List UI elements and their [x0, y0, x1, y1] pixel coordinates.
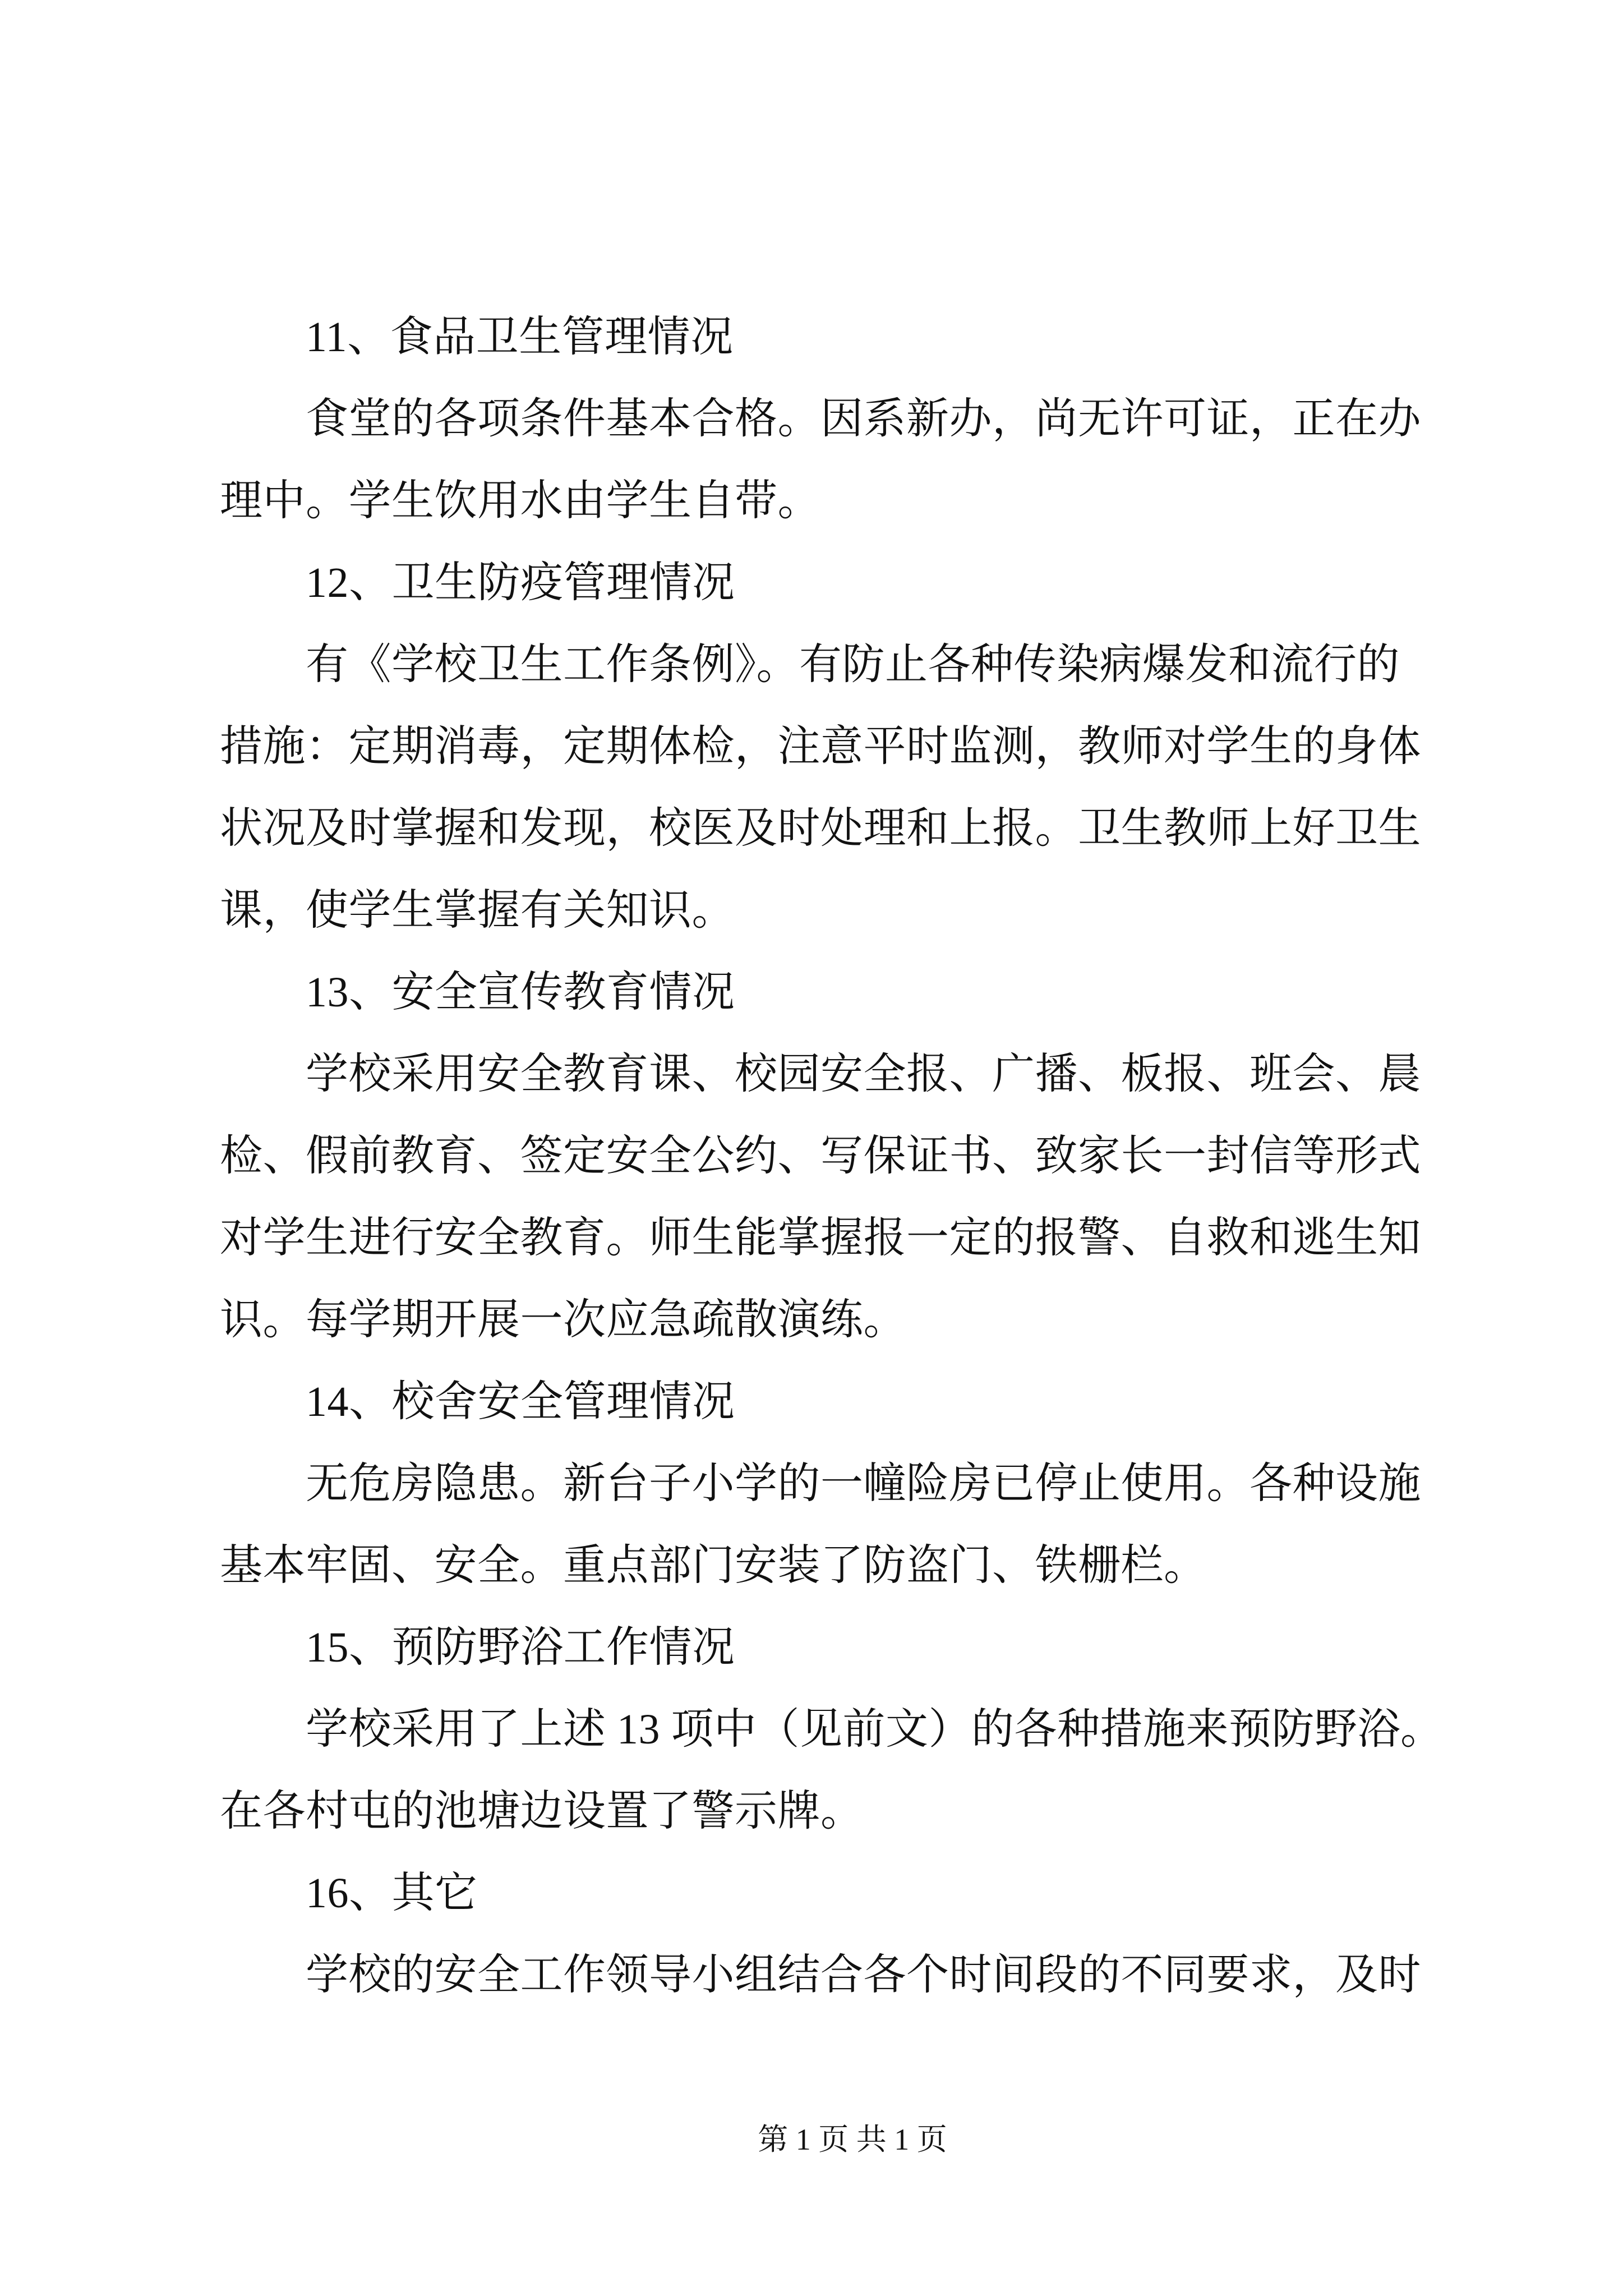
paragraph-line: 状况及时掌握和发现，校医及时处理和上报。卫生教师上好卫生: [220, 805, 1421, 852]
section-heading: 11、食品卫生管理情况: [306, 314, 734, 361]
paragraph-line: 无危房隐患。新台子小学的一幢险房已停止使用。各种设施: [306, 1460, 1421, 1507]
section-heading: 14、校舍安全管理情况: [306, 1378, 735, 1425]
paragraph-line: 基本牢固、安全。重点部门安装了防盗门、铁栅栏。: [220, 1542, 1207, 1589]
paragraph-line: 学校采用了上述 13 项中（见前文）的各种措施来预防野浴。: [306, 1706, 1444, 1753]
paragraph-line: 对学生进行安全教育。师生能掌握报一定的报警、自救和逃生知: [220, 1214, 1421, 1262]
paragraph-line: 在各村屯的池塘边设置了警示牌。: [220, 1788, 864, 1835]
section-heading: 15、预防野浴工作情况: [306, 1624, 735, 1671]
paragraph-line: 措施：定期消毒，定期体检，注意平时监测，教师对学生的身体: [220, 723, 1421, 770]
paragraph-line: 学校采用安全教育课、校园安全报、广播、板报、班会、晨: [306, 1051, 1421, 1098]
document-body: [220, 296, 1454, 2016]
paragraph-line: 课，使学生掌握有关知识。: [220, 887, 735, 934]
section-heading: 13、安全宣传教育情况: [306, 969, 735, 1016]
paragraph-line: 检、假前教育、签定安全公约、写保证书、致家长一封信等形式: [220, 1133, 1421, 1180]
paragraph-line: 食堂的各项条件基本合格。因系新办，尚无许可证，正在办: [306, 395, 1421, 443]
paragraph-line: 有《学校卫生工作条例》。有防止各种传染病爆发和流行的: [306, 641, 1400, 688]
page-footer: 第 1 页 共 1 页: [758, 2123, 947, 2156]
section-heading: 16、其它: [306, 1870, 478, 1917]
paragraph-line: 理中。学生饮用水由学生自带。: [220, 477, 820, 524]
section-heading: 12、卫生防疫管理情况: [306, 559, 735, 606]
paragraph-line: 识。每学期开展一次应急疏散演练。: [220, 1296, 906, 1343]
paragraph-line: 学校的安全工作领导小组结合各个时间段的不同要求，及时: [306, 1952, 1421, 1999]
